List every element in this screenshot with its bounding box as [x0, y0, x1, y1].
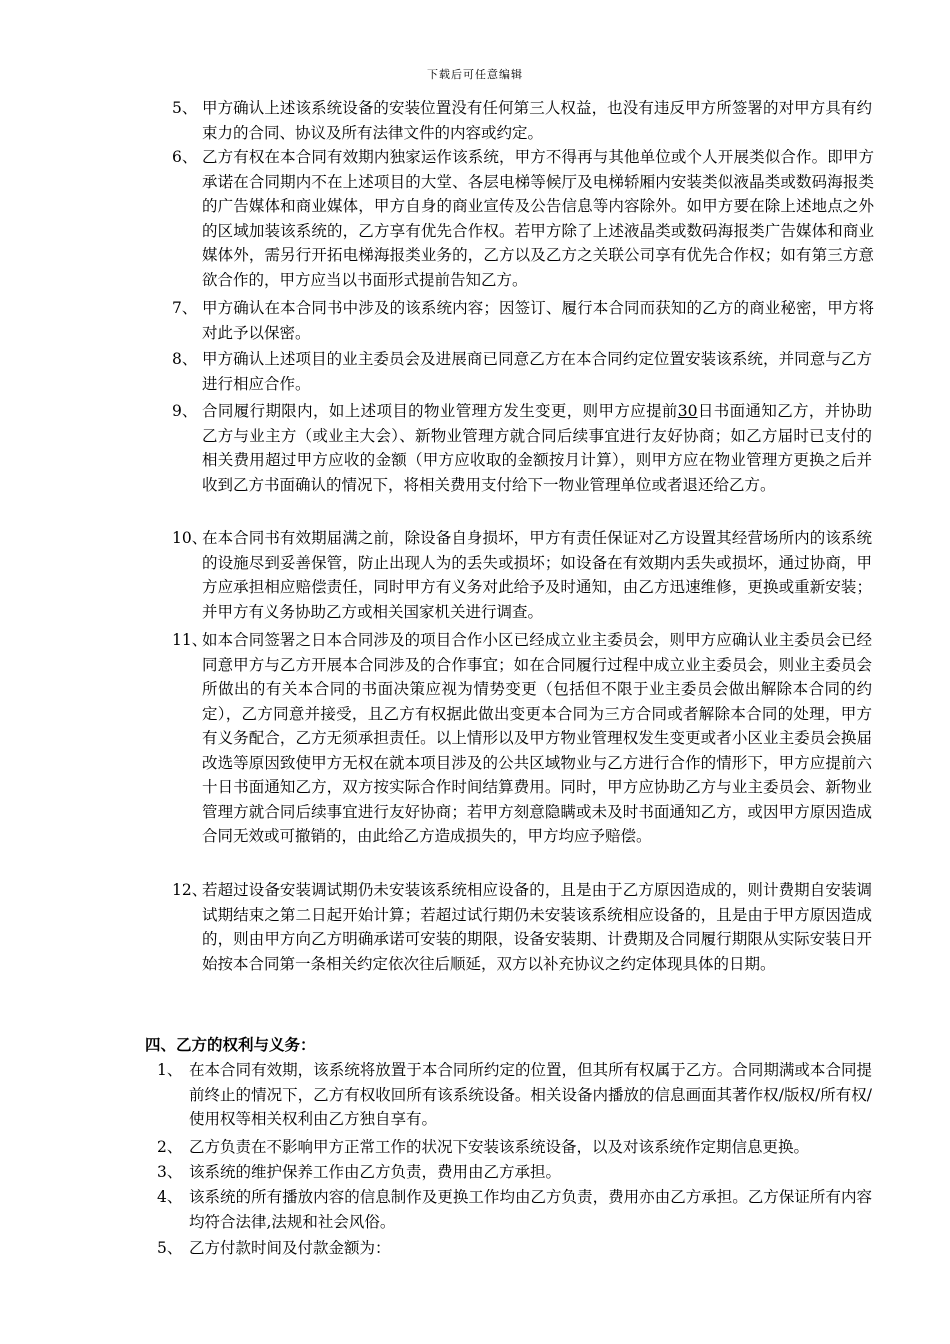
clause-item: [172, 347, 872, 396]
notice-days-value: 30: [677, 402, 698, 420]
clause-number: 2、: [157, 1138, 183, 1156]
clause-item: [172, 399, 872, 522]
clause-number: 4、: [157, 1188, 183, 1206]
clause-text: 乙方付款时间及付款金额为：: [189, 1239, 391, 1257]
clause-number: 8、: [172, 350, 198, 368]
clause-text: 若超过设备安装调试期仍未安装该系统相应设备的，且是由于乙方原因造成的，则计费期自安装调试期结束之第二日起开始计算；若超过试行期仍未安装该系统相应设备的，且是由于甲方原因造成的，则由甲方向乙方明确承诺可安装的期限，设备安装期、计费期及合同履行期限从实际安装日开始按本合同第一条相关约定依次往后顺延，双方以补充协议之约定体现具体的日期。: [202, 881, 872, 973]
clause-item: [157, 1160, 872, 1185]
clause-text: 如本合同签署之日本合同涉及的项目合作小区已经成立业主委员会，则甲方应确认业主委员会已经同意甲方与乙方开展本合同涉及的合作事宜；如在合同履行过程中成立业主委员会，则业主委员会所做出的有关本合同的书面决策应视为情势变更（包括但不限于业主委员会做出解除本合同的约定），乙方同意并接受，且乙方有权据此做出变更本合同为三方合同或者解除本合同的处理，甲方有义务配合，乙方无须承担责任。以上情形以及甲方物业管理权发生变更或者小区业主委员会换届改选等原因致使甲方无权在就本项目涉及的公共区域物业与乙方进行合作的情形下，甲方应提前六十日书面通知乙方，双方按实际合作时间结算费用。同时，甲方应协助乙方与业主委员会、新物业管理方就合同后续事宜进行友好协商；若甲方刻意隐瞒或未及时书面通知乙方，或因甲方原因造成合同无效或可撤销的，由此给乙方造成损失的，甲方均应予赔偿。: [202, 631, 872, 845]
clause-text: 甲方确认上述该系统设备的安装位置没有任何第三人权益，也没有违反甲方所签署的对甲方具有约束力的合同、协议及所有法律文件的内容或约定。: [202, 99, 872, 142]
clause-item: [157, 1135, 872, 1160]
clause-text: 甲方确认在本合同书中涉及的该系统内容；因签订、履行本合同而获知的乙方的商业秘密，甲方将对此予以保密。: [202, 299, 874, 342]
clause-number: 9、: [172, 402, 198, 420]
clause-item: [172, 526, 872, 624]
page-header: 下载后可任意编辑: [427, 68, 523, 81]
clause-number: 6、: [172, 148, 198, 166]
clause-item: [157, 1185, 872, 1234]
clause-text: 甲方确认上述项目的业主委员会及进展商已同意乙方在本合同约定位置安装该系统，并同意与乙方进行相应合作。: [202, 350, 872, 393]
clause-text: 在本合同有效期，该系统将放置于本合同所约定的位置，但其所有权属于乙方。合同期满或本合同提前终止的情况下，乙方有权收回所有该系统设备。相关设备内播放的信息画面其著作权/版权/所有权/使用权等相关权利由乙方独自享有。: [189, 1061, 872, 1128]
clause-item: [172, 878, 872, 1001]
clause-text: 乙方有权在本合同有效期内独家运作该系统，甲方不得再与其他单位或个人开展类似合作。即甲方承诺在合同期内不在上述项目的大堂、各层电梯等候厅及电梯轿厢内安装类似液晶类或数码海报类的广告媒体和商业媒体，甲方自身的商业宣传及公告信息等内容除外。如甲方要在除上述地点之外的区域加装该系统的，乙方享有优先合作权。若甲方除了上述液晶类或数码海报类广告媒体和商业媒体外，需另行开拓电梯海报类业务的，乙方以及乙方之关联公司享有优先合作权；如有第三方意欲合作的，甲方应当以书面形式提前告知乙方。: [202, 148, 874, 289]
clause-number: 10、: [172, 529, 208, 547]
clause-number: 12、: [172, 881, 208, 899]
clause-text: 该系统的所有播放内容的信息制作及更换工作均由乙方负责，费用亦由乙方承担。乙方保证所有内容均符合法律,法规和社会风俗。: [189, 1188, 872, 1231]
clause-text: [202, 399, 872, 497]
clause-number: 5、: [172, 99, 198, 117]
clause-item: [172, 145, 874, 292]
clause-item: [157, 1236, 872, 1261]
clause-text: 乙方负责在不影响甲方正常工作的状况下安装该系统设备，以及对该系统作定期信息更换。: [189, 1138, 810, 1156]
clause-text-part: 合同履行期限内，如上述项目的物业管理方发生变更，则甲方应提前: [202, 402, 678, 420]
clause-number: 1、: [157, 1061, 183, 1079]
clause-item: [172, 296, 874, 345]
clause-number: 3、: [157, 1163, 183, 1181]
clause-text: 该系统的维护保养工作由乙方负责，费用由乙方承担。: [189, 1163, 562, 1181]
clause-item: [172, 96, 872, 145]
section-heading: 四、乙方的权利与义务：: [145, 1036, 316, 1054]
clause-item: [172, 628, 872, 873]
clause-text-part: 日书面通知乙方，并协助乙方与业主方（或业主大会）、新物业管理方就合同后续事宜进行友好协商；如乙方届时已支付的相关费用超过甲方应收的金额（甲方应收取的金额按月计算），则甲方应在物业管理方更换之后并收到乙方书面确认的情况下，将相关费用支付给下一物业管理单位或者退还给乙方。: [202, 402, 872, 494]
clause-item: [157, 1058, 872, 1132]
clause-number: 11、: [172, 631, 208, 649]
clause-number: 7、: [172, 299, 198, 317]
clause-text: 在本合同书有效期届满之前，除设备自身损坏，甲方有责任保证对乙方设置其经营场所内的该系统的设施尽到妥善保管，防止出现人为的丢失或损坏；如设备在有效期内丢失或损坏，通过协商，甲方应承担相应赔偿责任，同时甲方有义务对此给予及时通知，由乙方迅速维修，更换或重新安装；并甲方有义务协助乙方或相关国家机关进行调查。: [202, 529, 872, 621]
clause-number: 5、: [157, 1239, 183, 1257]
